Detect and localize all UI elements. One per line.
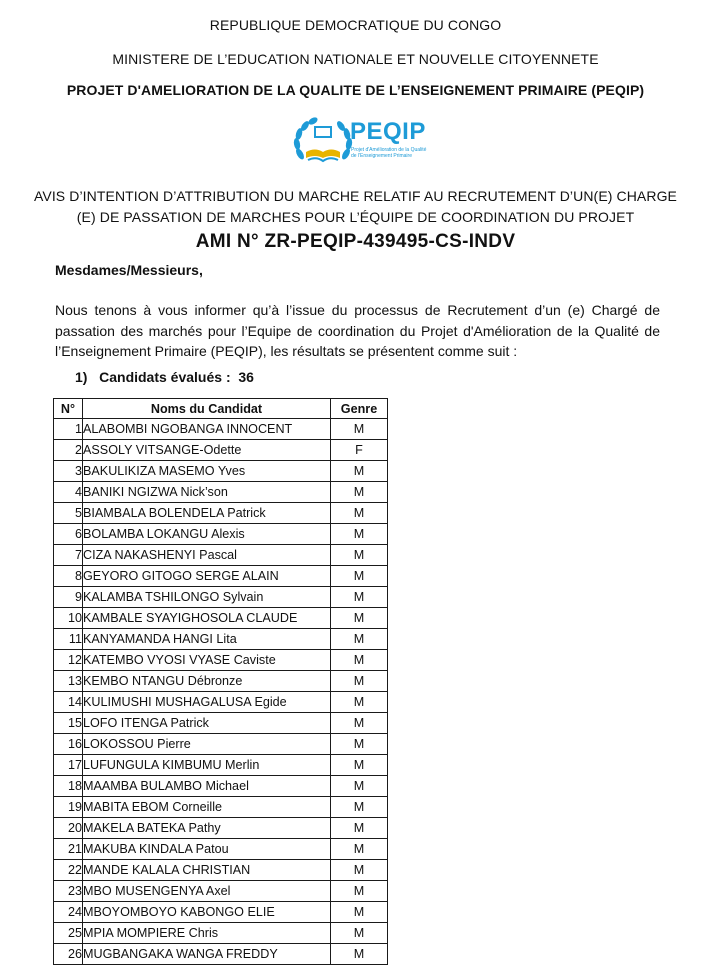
table-row: [54, 797, 388, 818]
row-number: 25: [54, 923, 83, 944]
row-candidate-name: KANYAMANDA HANGI Lita: [83, 629, 331, 650]
row-candidate-name: BIAMBALA BOLENDELA Patrick: [83, 503, 331, 524]
row-gender: M: [331, 860, 388, 881]
table-row: [54, 818, 388, 839]
row-number: 22: [54, 860, 83, 881]
row-gender: M: [331, 797, 388, 818]
table-row: [54, 545, 388, 566]
row-number: 4: [54, 482, 83, 503]
row-gender: M: [331, 587, 388, 608]
row-gender: M: [331, 503, 388, 524]
row-gender: M: [331, 608, 388, 629]
row-gender: M: [331, 566, 388, 587]
logo-tagline-2: de l'Enseignement Primaire: [351, 153, 412, 159]
row-number: 15: [54, 713, 83, 734]
row-candidate-name: CIZA NAKASHENYI Pascal: [83, 545, 331, 566]
row-candidate-name: ASSOLY VITSANGE-Odette: [83, 440, 331, 461]
row-gender: M: [331, 902, 388, 923]
row-gender: M: [331, 461, 388, 482]
row-number: 1: [54, 419, 83, 440]
row-number: 13: [54, 671, 83, 692]
row-number: 18: [54, 776, 83, 797]
table-row: [54, 566, 388, 587]
row-gender: M: [331, 524, 388, 545]
row-gender: M: [331, 734, 388, 755]
row-candidate-name: MAKUBA KINDALA Patou: [83, 839, 331, 860]
country-heading: REPUBLIQUE DEMOCRATIQUE DU CONGO: [209, 17, 502, 33]
row-gender: M: [331, 419, 388, 440]
peqip-logo: [290, 114, 427, 170]
salutation: Mesdames/Messieurs,: [55, 262, 203, 278]
table-row: [54, 650, 388, 671]
row-number: 24: [54, 902, 83, 923]
row-gender: M: [331, 671, 388, 692]
row-gender: M: [331, 839, 388, 860]
row-number: 5: [54, 503, 83, 524]
row-gender: M: [331, 755, 388, 776]
row-candidate-name: MPIA MOMPIERE Chris: [83, 923, 331, 944]
row-candidate-name: KALAMBA TSHILONGO Sylvain: [83, 587, 331, 608]
row-number: 2: [54, 440, 83, 461]
header-number: N°: [54, 399, 83, 419]
row-number: 3: [54, 461, 83, 482]
table-row: [54, 860, 388, 881]
row-number: 26: [54, 944, 83, 965]
table-row: [54, 776, 388, 797]
row-candidate-name: BANIKI NGIZWA Nick’son: [83, 482, 331, 503]
row-candidate-name: BOLAMBA LOKANGU Alexis: [83, 524, 331, 545]
row-candidate-name: LOFO ITENGA Patrick: [83, 713, 331, 734]
table-row: [54, 923, 388, 944]
row-number: 11: [54, 629, 83, 650]
table-row: [54, 671, 388, 692]
candidates-table: [53, 398, 388, 965]
row-number: 21: [54, 839, 83, 860]
table-row: [54, 944, 388, 965]
row-gender: M: [331, 923, 388, 944]
row-gender: M: [331, 944, 388, 965]
row-number: 20: [54, 818, 83, 839]
header-gender: Genre: [331, 399, 388, 419]
ami-reference: AMI N° ZR-PEQIP-439495-CS-INDV: [195, 231, 516, 252]
row-number: 10: [54, 608, 83, 629]
table-row: [54, 629, 388, 650]
table-row: [54, 734, 388, 755]
notice-title-line-1: AVIS D’INTENTION D’ATTRIBUTION DU MARCHE RELATIF AU RECRUTEMENT D’UN(E) CHARGE: [33, 188, 677, 204]
row-number: 17: [54, 755, 83, 776]
row-gender: M: [331, 650, 388, 671]
row-candidate-name: LOKOSSOU Pierre: [83, 734, 331, 755]
table-row: [54, 440, 388, 461]
table-row: [54, 524, 388, 545]
table-row: [54, 713, 388, 734]
intro-paragraph: Nous tenons à vous informer qu’à l’issue du processus de Recrutement d’un (e) Chargé de passation des marchés pour l’Equipe de coordination du Projet d'Amélioration de la Qualité de l’Enseignement Primaire (PEQIP), les résultats se présentent comme suit :: [55, 302, 660, 359]
logo-tagline-1: Projet d'Amélioration de la Qualité: [351, 147, 427, 153]
notice-title-line-2: (E) DE PASSATION DE MARCHES POUR L’ÉQUIPE DE COORDINATION DU PROJET: [76, 209, 635, 225]
row-number: 8: [54, 566, 83, 587]
row-number: 6: [54, 524, 83, 545]
row-gender: M: [331, 482, 388, 503]
table-row: [54, 902, 388, 923]
row-number: 9: [54, 587, 83, 608]
row-number: 12: [54, 650, 83, 671]
row-gender: M: [331, 629, 388, 650]
row-gender: M: [331, 776, 388, 797]
row-candidate-name: MABITA EBOM Corneille: [83, 797, 331, 818]
row-candidate-name: MANDE KALALA CHRISTIAN: [83, 860, 331, 881]
table-row: [54, 461, 388, 482]
project-heading: PROJET D'AMELIORATION DE LA QUALITE DE L’ENSEIGNEMENT PRIMAIRE (PEQIP): [66, 82, 645, 98]
row-candidate-name: MUGBANGAKA WANGA FREDDY: [83, 944, 331, 965]
table-row: [54, 608, 388, 629]
table-row: [54, 503, 388, 524]
table-row: [54, 587, 388, 608]
row-gender: M: [331, 545, 388, 566]
row-candidate-name: LUFUNGULA KIMBUMU Merlin: [83, 755, 331, 776]
table-row: [54, 482, 388, 503]
row-number: 16: [54, 734, 83, 755]
row-number: 23: [54, 881, 83, 902]
row-candidate-name: KAMBALE SYAYIGHOSOLA CLAUDE: [83, 608, 331, 629]
table-row: [54, 839, 388, 860]
section-candidates-evaluated: 1) Candidats évalués : 36: [75, 369, 254, 385]
row-candidate-name: MAKELA BATEKA Pathy: [83, 818, 331, 839]
row-gender: F: [331, 440, 388, 461]
row-candidate-name: KEMBO NTANGU Débronze: [83, 671, 331, 692]
table-row: [54, 755, 388, 776]
row-gender: M: [331, 713, 388, 734]
row-number: 19: [54, 797, 83, 818]
row-gender: M: [331, 692, 388, 713]
row-gender: M: [331, 818, 388, 839]
row-candidate-name: GEYORO GITOGO SERGE ALAIN: [83, 566, 331, 587]
row-gender: M: [331, 881, 388, 902]
table-row: [54, 419, 388, 440]
row-number: 7: [54, 545, 83, 566]
row-candidate-name: ALABOMBI NGOBANGA INNOCENT: [83, 419, 331, 440]
row-number: 14: [54, 692, 83, 713]
row-candidate-name: MBO MUSENGENYA Axel: [83, 881, 331, 902]
row-candidate-name: KATEMBO VYOSI VYASE Caviste: [83, 650, 331, 671]
header-candidate-name: Noms du Candidat: [83, 399, 331, 419]
table-row: [54, 881, 388, 902]
table-header-row: [54, 399, 388, 419]
table-row: [54, 692, 388, 713]
row-candidate-name: MBOYOMBOYO KABONGO ELIE: [83, 902, 331, 923]
ministry-heading: MINISTERE DE L’EDUCATION NATIONALE ET NOUVELLE CITOYENNETE: [112, 51, 599, 67]
row-candidate-name: BAKULIKIZA MASEMO Yves: [83, 461, 331, 482]
row-candidate-name: KULIMUSHI MUSHAGALUSA Egide: [83, 692, 331, 713]
row-candidate-name: MAAMBA BULAMBO Michael: [83, 776, 331, 797]
logo-wordmark: PEQIP: [350, 118, 426, 145]
